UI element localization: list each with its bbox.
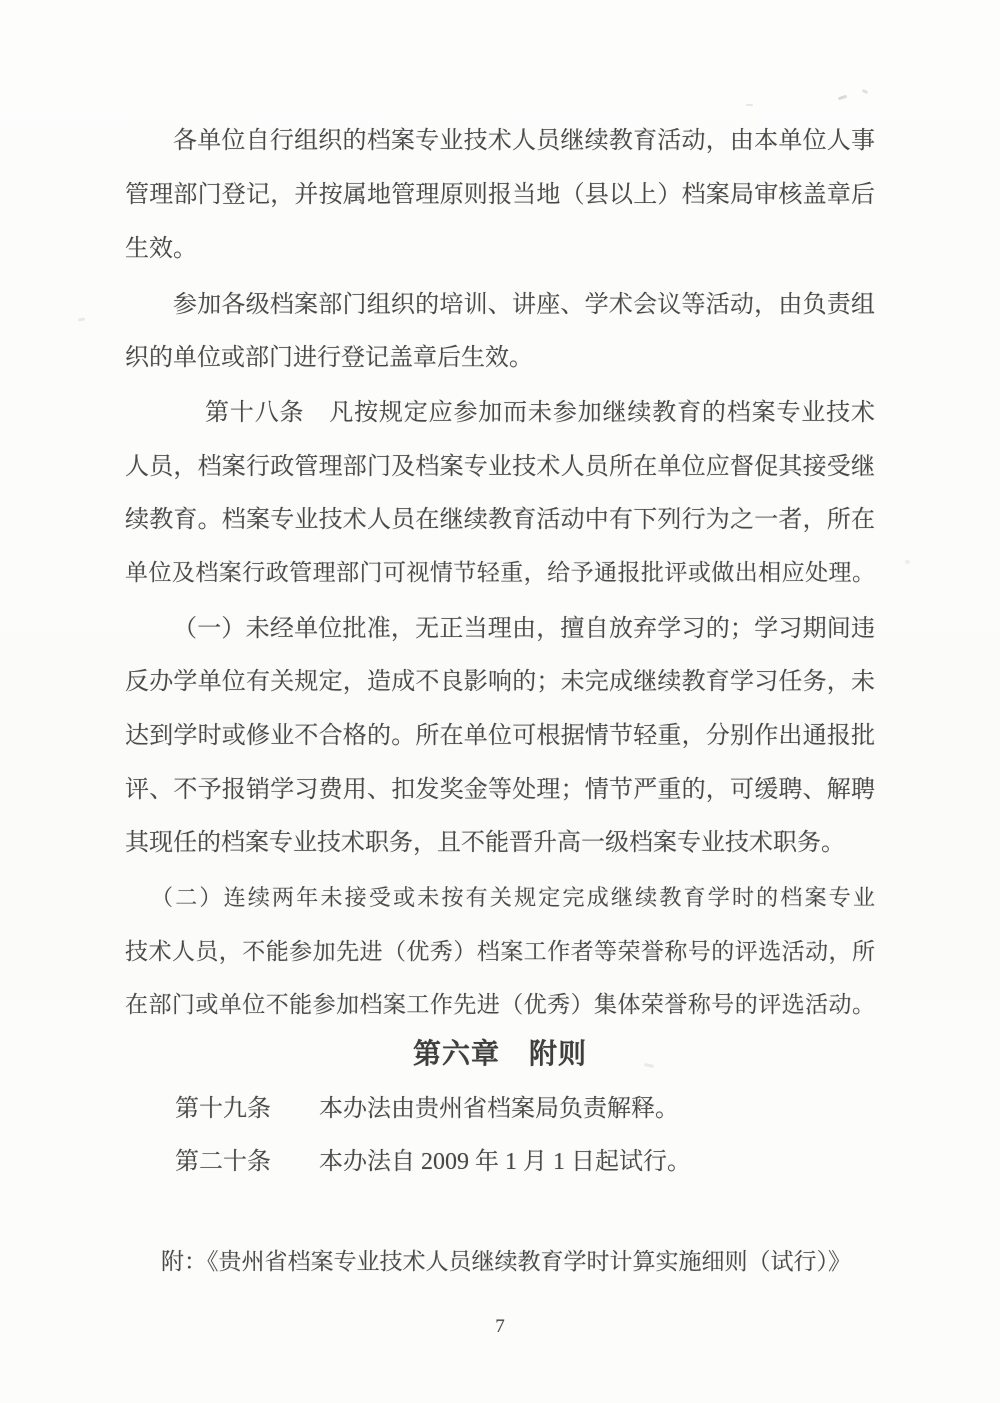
text-line: 单位及档案行政管理部门可视情节轻重，给予通报批评或做出相应处理。 <box>125 560 875 585</box>
item-2-line: （二）连续两年未接受或未按有关规定完成继续教育学时的档案专业 <box>151 885 875 910</box>
text-line: 生效。 <box>125 236 197 262</box>
text-line: 织的单位或部门进行登记盖章后生效。 <box>125 345 533 371</box>
text-line: 达到学时或修业不合格的。所在单位可根据情节轻重，分别作出通报批 <box>125 723 875 749</box>
attachment-note: 附：《贵州省档案专业技术人员继续教育学时计算实施细则（试行）》 <box>161 1249 851 1274</box>
text-line: 管理部门登记，并按属地管理原则报当地（县以上）档案局审核盖章后 <box>125 182 875 208</box>
scan-speck <box>838 95 847 101</box>
text-line: 反办学单位有关规定，造成不良影响的；未完成继续教育学习任务，未 <box>125 669 875 695</box>
text-line: 人员，档案行政管理部门及档案专业技术人员所在单位应督促其接受继 <box>125 454 875 480</box>
page-number: 7 <box>495 1316 505 1337</box>
text-line: 评、不予报销学习费用、扣发奖金等处理；情节严重的，可缓聘、解聘 <box>125 777 875 803</box>
scan-speck <box>862 89 869 94</box>
item-1-line: （一）未经单位批准，无正当理由，擅自放弃学习的；学习期间违 <box>173 616 875 642</box>
text-line: 其现任的档案专业技术职务，且不能晋升高一级档案专业技术职务。 <box>125 830 845 856</box>
article-20-line: 第二十条 本办法自 2009 年 1 月 1 日起试行。 <box>175 1149 691 1175</box>
chapter-heading: 第六章 附则 <box>412 1039 587 1070</box>
scan-speck <box>746 104 753 106</box>
text-line: 在部门或单位不能参加档案工作先进（优秀）集体荣誉称号的评选活动。 <box>125 992 875 1017</box>
article-18-opening-line: 第十八条 凡按规定应参加而未参加继续教育的档案专业技术 <box>205 400 875 426</box>
text-line: 技术人员，不能参加先进（优秀）档案工作者等荣誉称号的评选活动，所 <box>125 939 875 964</box>
scan-speck <box>78 317 85 321</box>
text-line: 参加各级档案部门组织的培训、讲座、学术会议等活动，由负责组 <box>173 292 875 318</box>
text-line: 各单位自行组织的档案专业技术人员继续教育活动，由本单位人事 <box>173 128 875 154</box>
article-19-line: 第十九条 本办法由贵州省档案局负责解释。 <box>175 1096 679 1122</box>
scan-speck <box>905 560 910 564</box>
text-line: 续教育。档案专业技术人员在继续教育活动中有下列行为之一者，所在 <box>125 507 875 533</box>
